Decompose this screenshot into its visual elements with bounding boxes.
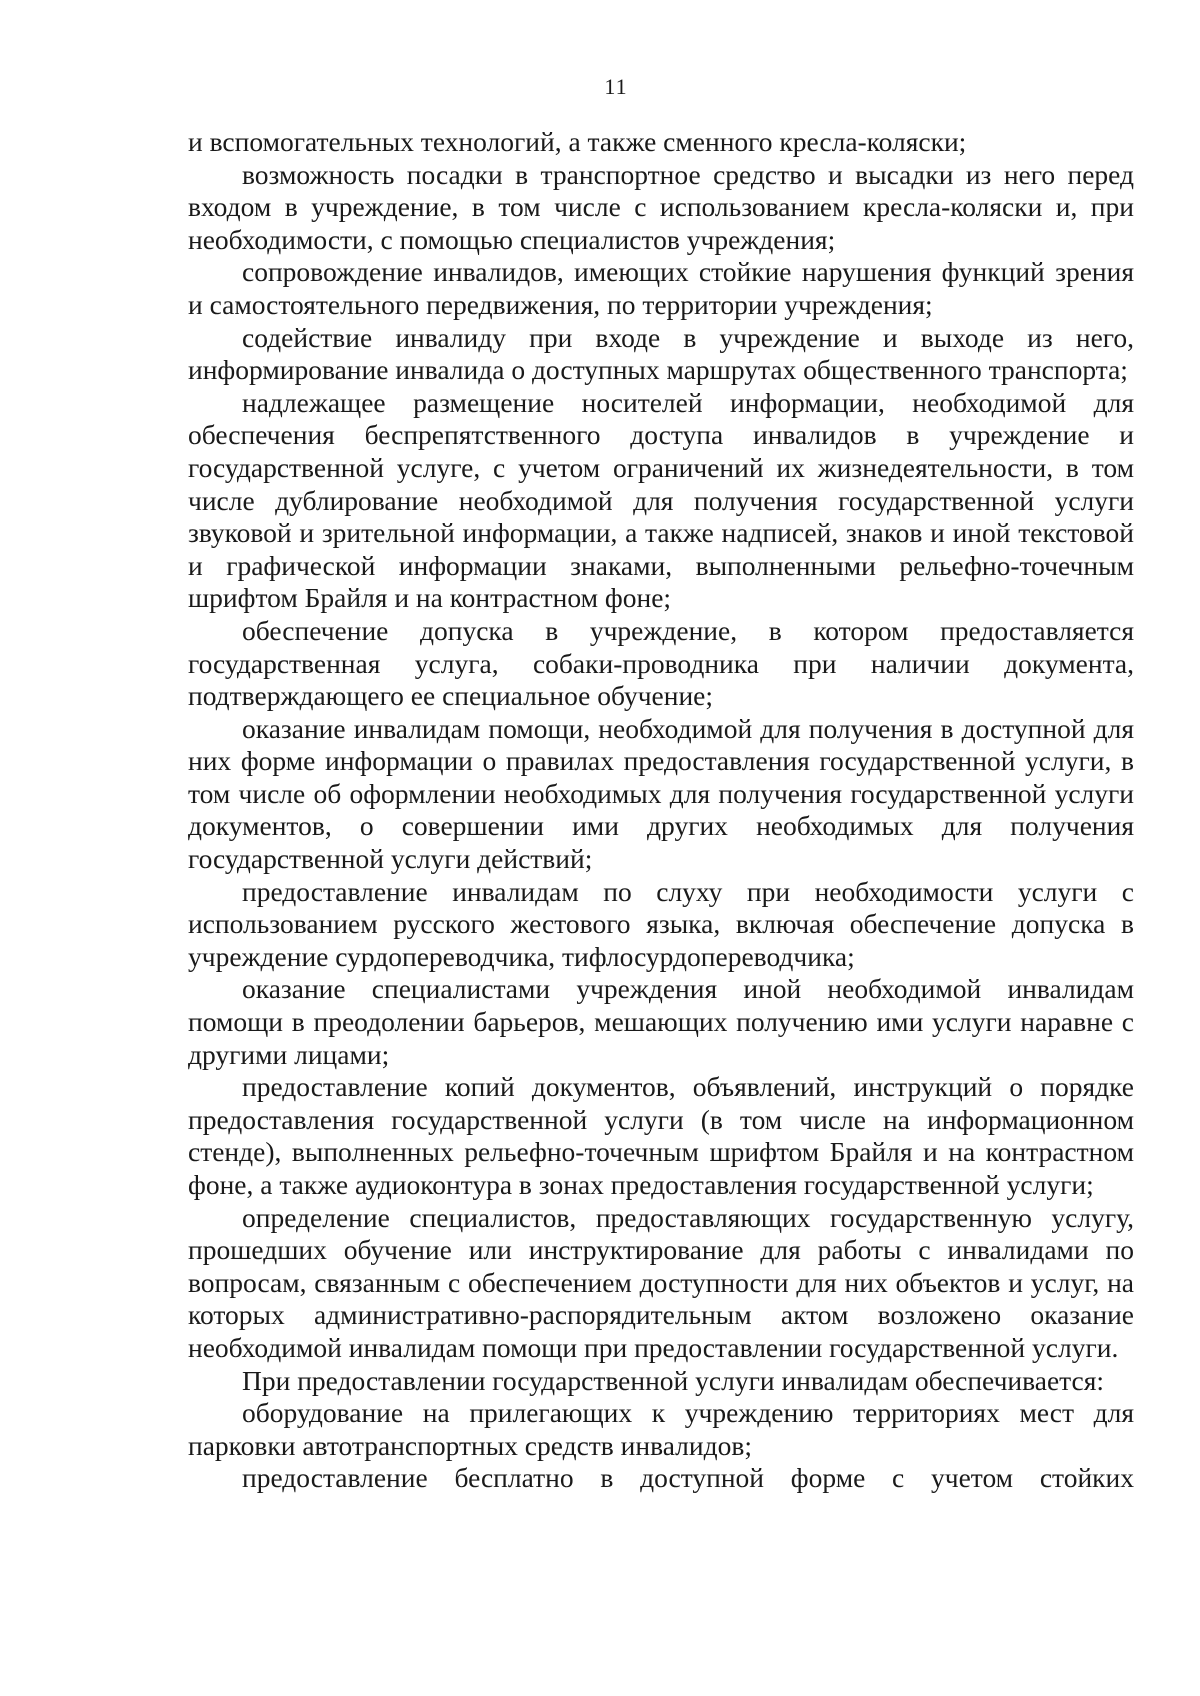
page-number: 11 bbox=[604, 74, 628, 99]
paragraph-sign-language: предоставление инвалидам по слуху при необходимости услуги с использованием русского жестового языка, включая обеспечение допуска в учреждение сурдопереводчика, тифлосурдопереводчика; bbox=[188, 875, 1134, 972]
paragraph-barrier-help: оказание специалистами учреждения иной необходимой инвалидам помощи в преодолении барьеров, мешающих получению ими услуги наравне с другими лицами; bbox=[188, 973, 1134, 1070]
document-body bbox=[188, 126, 1134, 1495]
paragraph-parking: оборудование на прилегающих к учреждению территориях мест для парковки автотранспортных средств инвалидов; bbox=[188, 1397, 1134, 1461]
paragraph-provision-heading: При предоставлении государственной услуги инвалидам обеспечивается: bbox=[242, 1364, 1105, 1396]
paragraph-entry-assistance: содействие инвалиду при входе в учреждение и выходе из него, информирование инвалида о доступных маршрутах общественного транспорта; bbox=[188, 321, 1134, 386]
paragraph-braille-copies: предоставление копий документов, объявлений, инструкций о порядке предоставления государственной услуги (в том числе на информационном стенде), выполненных рельефно-точечным шрифтом Брайля и на контрастном фоне, а также аудиоконтура в зонах предоставления государственной услуги; bbox=[188, 1071, 1134, 1200]
paragraph-guide-dog: обеспечение допуска в учреждение, в котором предоставляется государственная услуга, собаки-проводника при наличии документа, подтверждающего ее специальное обучение; bbox=[188, 614, 1134, 712]
paragraph-vehicle-boarding: возможность посадки в транспортное средство и высадки из него перед входом в учреждение, в том числе с использованием кресла-коляски и, при необходимости, с помощью специалистов учреждения; bbox=[188, 158, 1134, 255]
paragraph-trained-specialists: определение специалистов, предоставляющих государственную услугу, прошедших обучение или инструктирование для работы с инвалидами по вопросам, связанным с обеспечением доступности для них объектов и услуг, на которых административно-распорядительным актом возложено оказание необходимой инвалидам помощи при предоставлении государственной услуги. bbox=[188, 1201, 1134, 1363]
paragraph-assistive-tech-continuation: и вспомогательных технологий, а также сменного кресла-коляски; bbox=[188, 126, 967, 157]
paragraph-free-provision: предоставление бесплатно в доступной форме с учетом стойких bbox=[242, 1462, 1134, 1494]
paragraph-escort: сопровождение инвалидов, имеющих стойкие нарушения функций зрения и самостоятельного передвижения, по территории учреждения; bbox=[188, 256, 1134, 320]
paragraph-information-placement: надлежащее размещение носителей информации, необходимой для обеспечения беспрепятственного доступа инвалидов в учреждение и государственной услуге, с учетом ограничений их жизнедеятельности, в том числе дублирование необходимой для получения государственной услуги звуковой и зрительной информации, а также надписей, знаков и иной текстовой и графической информации знаками, выполненными рельефно-точечным шрифтом Брайля и на контрастном фоне; bbox=[188, 386, 1134, 614]
paragraph-information-help: оказание инвалидам помощи, необходимой для получения в доступной для них форме информации о правилах предоставления государственной услуги, в том числе об оформлении необходимых для получения государственной услуги документов, о совершении ими других необходимых для получения государственной услуги действий; bbox=[188, 712, 1134, 875]
